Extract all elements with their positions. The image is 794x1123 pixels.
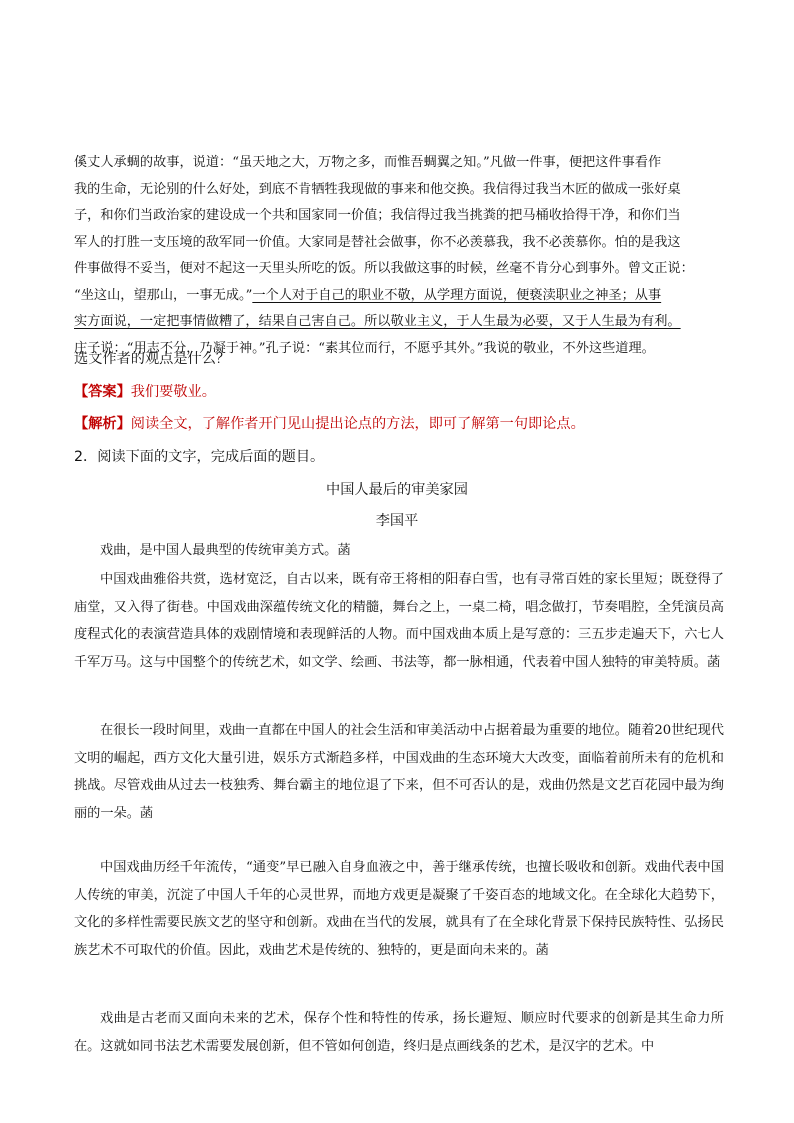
passage-line: 军人的打胜一支压境的敌军同一价值。大家同是替社会做事，你不必羡慕我，我不必羡慕你。怕的是我这: [74, 234, 681, 250]
answer-tag: 【答案】: [74, 384, 131, 400]
passage-line: 傒丈人承蜩的故事，说道：“虽天地之大，万物之多，而惟吾蜩翼之知。”凡做一件事，便把这件事看作: [74, 155, 662, 170]
underlined-text: 实方面说，一定把事情做糟了，结果自己害自己。所以敬业主义，于人生最为必要，又于人生最为有利。: [74, 314, 681, 329]
article-paragraph: 戏曲是古老而又面向未来的艺术，保存个性和特性的传承，扬长避短、顺应时代要求的创新是其生命力所在。这就如同书法艺术需要发展创新，但不管如何创造，终归是点画线条的艺术，是汉字的艺术。中: [74, 1011, 724, 1054]
passage-line: 子，和你们当政治家的建设成一个共和国家同一价值；我信得过我当挑粪的把马桶收拾得干净，和你们当: [74, 208, 681, 223]
article-title: 中国人最后的审美家园: [326, 482, 468, 498]
article-paragraph: 在很长一段时间里，戏曲一直都在中国人的社会生活和审美活动中占据着最为重要的地位。随着20世纪现代文明的崛起，西方文化大量引进，娱乐方式渐趋多样，中国戏曲的生态环境大大改变，面临着前所未有的危机和挑战。尽管戏曲从过去一枝独秀、舞台霸主的地位退了下来，但不可否认的是，戏曲仍然是文艺百花园中最为绚丽的一朵。菡: [74, 723, 724, 821]
answer-line: [74, 381, 216, 401]
passage-line: 件事做得不妥当，便对不起这一天里头所吃的饭。所以我做这事的时候，丝毫不肯分心到事外。曾文正说：: [74, 261, 694, 276]
answer-text: 我们要敬业。: [130, 384, 216, 400]
analysis-text: 阅读全文，了解作者开门见山提出论点的方法，即可了解第一句即论点。: [130, 416, 585, 432]
article-paragraph: 中国戏曲历经千年流传，“通变”早已融入自身血液之中，善于继承传统，也擅长吸收和创新。戏曲代表中国人传统的审美，沉淀了中国人千年的心灵世界，而地方戏更是凝聚了千姿百态的地域文化。在全球化大趋势下，文化的多样性需要民族文艺的坚守和创新。戏曲在当代的发展，就具有了在全球化背景下保持民族特性、弘扬民族艺术不可取代的价值。因此，戏曲艺术是传统的、独特的，更是面向未来的。菡: [74, 860, 724, 958]
article-paragraph: 戏曲，是中国人最典型的传统审美方式。菡: [100, 543, 351, 558]
article-paragraph: 中国戏曲雅俗共赏，选材宽泛，自古以来，既有帝王将相的阳春白雪，也有寻常百姓的家长里短；既登得了庙堂，又入得了街巷。中国戏曲深蕴传统文化的精髓，舞台之上，一桌二椅，唱念做打，节奏唱腔，全凭演员高度程式化的表演营造具体的戏剧情境和表现鲜活的人物。而中国戏曲本质上是写意的：三五步走遍天下，六七人千军万马。这与中国整个的传统艺术，如文学、绘画、书法等，都一脉相通，代表着中国人独特的审美特质。菡: [74, 572, 724, 670]
passage-line: 庄子说：“用志不分，乃凝于神。”孔子说：“素其位而行，不愿乎其外。”我说的敬业，不外这些道理。: [74, 340, 655, 356]
passage-line: [74, 309, 724, 336]
underlined-text: 一个人对于自己的职业不敬，从学理方面说，便亵渎职业之神圣；从事: [252, 287, 662, 303]
passage-excerpt: [74, 150, 724, 362]
passage-line: [74, 283, 724, 310]
question-2-prompt: 2．阅读下面的文字，完成后面的题目。: [74, 449, 325, 465]
article-author: 李国平: [375, 513, 419, 529]
analysis-line: [74, 413, 585, 433]
question-text: 选文作者的观点是什么？: [74, 351, 231, 367]
passage-line: 我的生命，无论别的什么好处，到底不肯牺牲我现做的事来和他交换。我信得过我当木匠的做成一张好桌: [74, 181, 681, 197]
quote-text: “坐这山，望那山，一事无成。”: [74, 287, 253, 303]
analysis-tag: 【解析】: [74, 416, 131, 432]
